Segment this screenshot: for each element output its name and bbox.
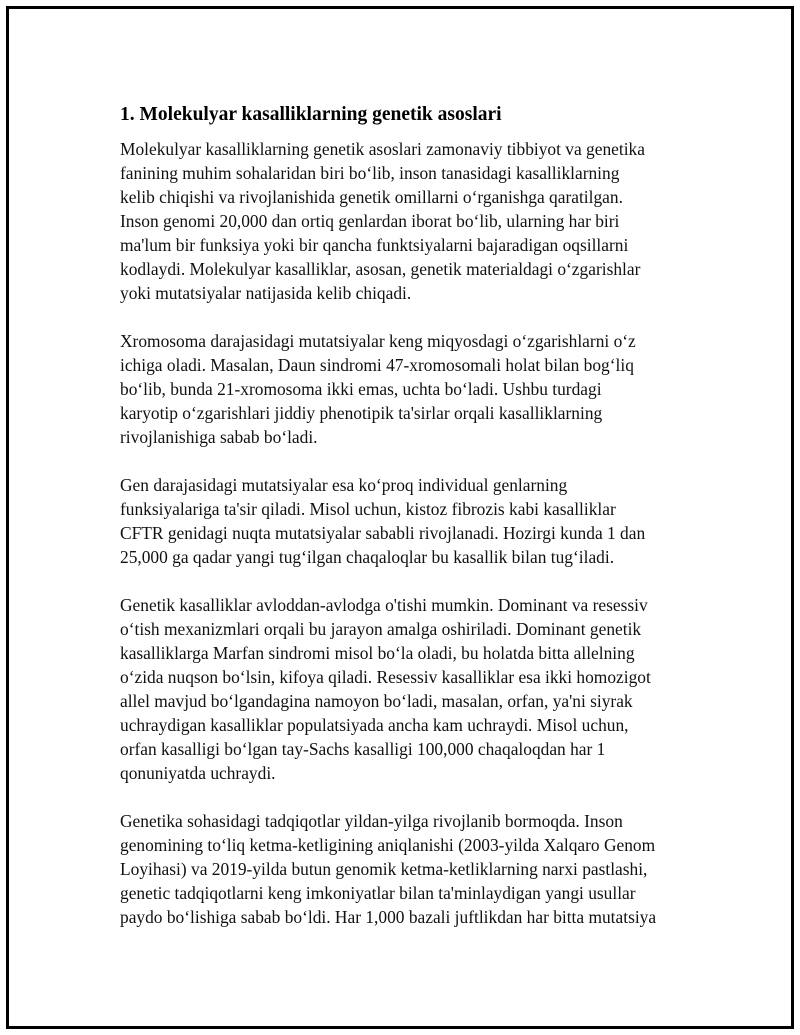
page-frame bbox=[6, 6, 794, 1029]
text-line: kodlaydi. Molekulyar kasalliklar, asosan, genetik materialdagi oʻzgarishlar bbox=[120, 259, 641, 279]
text-line: CFTR genidagi nuqta mutatsiyalar sababli rivojlanadi. Hozirgi kunda 1 dan bbox=[120, 523, 646, 543]
text-line: qonuniyatda uchraydi. bbox=[120, 763, 276, 783]
text-line: paydo boʻlishiga sabab boʻldi. Har 1,000 bazali juftlikdan har bitta mutatsiya bbox=[120, 907, 657, 927]
text-line: fanining muhim sohalaridan biri boʻlib, inson tanasidagi kasalliklarning bbox=[120, 163, 620, 183]
text-line: ma'lum bir funksiya yoki bir qancha funktsiyalarni bajaradigan oqsillarni bbox=[120, 235, 629, 255]
text-line: funksiyalariga ta'sir qiladi. Misol uchun, kistoz fibrozis kabi kasalliklar bbox=[120, 499, 616, 519]
text-line: kelib chiqishi va rivojlanishida genetik omillarni oʻrganishga qaratilgan. bbox=[120, 187, 623, 207]
text-line: yoki mutatsiyalar natijasida kelib chiqadi. bbox=[120, 283, 412, 303]
text-line: Genetik kasalliklar avloddan-avlodga o'tishi mumkin. Dominant va resessiv bbox=[120, 595, 648, 615]
paragraph bbox=[120, 809, 700, 929]
text-line: Genetika sohasidagi tadqiqotlar yildan-yilga rivojlanib bormoqda. Inson bbox=[120, 811, 623, 831]
text-line: karyotip oʻzgarishlari jiddiy phenotipik ta'sirlar orqali kasalliklarning bbox=[120, 403, 603, 423]
text-line: ichiga oladi. Masalan, Daun sindromi 47-xromosomali holat bilan bogʻliq bbox=[120, 355, 634, 375]
text-line: Loyihasi) va 2019-yilda butun genomik ketma-ketliklarning narxi pastlashi, bbox=[120, 859, 648, 879]
text-line: 25,000 ga qadar yangi tugʻilgan chaqaloqlar bu kasallik bilan tugʻiladi. bbox=[120, 547, 615, 567]
text-line: genetic tadqiqotlarni keng imkoniyatlar bilan ta'minlaydigan yangi usullar bbox=[120, 883, 636, 903]
paragraph bbox=[120, 593, 700, 785]
text-line: allel mavjud boʻlgandagina namoyon boʻladi, masalan, orfan, ya'ni siyrak bbox=[120, 691, 633, 711]
document-body bbox=[120, 100, 700, 953]
text-line: boʻlib, bunda 21-xromosoma ikki emas, uchta boʻladi. Ushbu turdagi bbox=[120, 379, 602, 399]
text-line: Inson genomi 20,000 dan ortiq genlardan iborat boʻlib, ularning har biri bbox=[120, 211, 620, 231]
paragraph bbox=[120, 473, 700, 569]
text-line: oʻtish mexanizmlari orqali bu jarayon amalga oshiriladi. Dominant genetik bbox=[120, 619, 642, 639]
text-line: uchraydigan kasalliklar populatsiyada ancha kam uchraydi. Misol uchun, bbox=[120, 715, 629, 735]
text-line: Xromosoma darajasidagi mutatsiyalar keng miqyosdagi oʻzgarishlarni oʻz bbox=[120, 331, 636, 351]
text-line: Gen darajasidagi mutatsiyalar esa koʻproq individual genlarning bbox=[120, 475, 568, 495]
paragraph bbox=[120, 137, 700, 305]
text-line: kasalliklarga Marfan sindromi misol boʻla oladi, bu holatda bitta allelning bbox=[120, 643, 635, 663]
paragraph-container bbox=[120, 137, 700, 929]
paragraph bbox=[120, 329, 700, 449]
section-heading: 1. Molekulyar kasalliklarning genetik asoslari bbox=[120, 104, 502, 125]
text-line: orfan kasalligi boʻlgan tay-Sachs kasalligi 100,000 chaqaloqdan har 1 bbox=[120, 739, 606, 759]
text-line: genomining toʻliq ketma-ketligining aniqlanishi (2003-yilda Xalqaro Genom bbox=[120, 835, 656, 855]
text-line: rivojlanishiga sabab boʻladi. bbox=[120, 427, 318, 447]
text-line: Molekulyar kasalliklarning genetik asoslari zamonaviy tibbiyot va genetika bbox=[120, 139, 645, 159]
text-line: oʻzida nuqson boʻlsin, kifoya qiladi. Resessiv kasalliklar esa ikki homozigot bbox=[120, 667, 651, 687]
